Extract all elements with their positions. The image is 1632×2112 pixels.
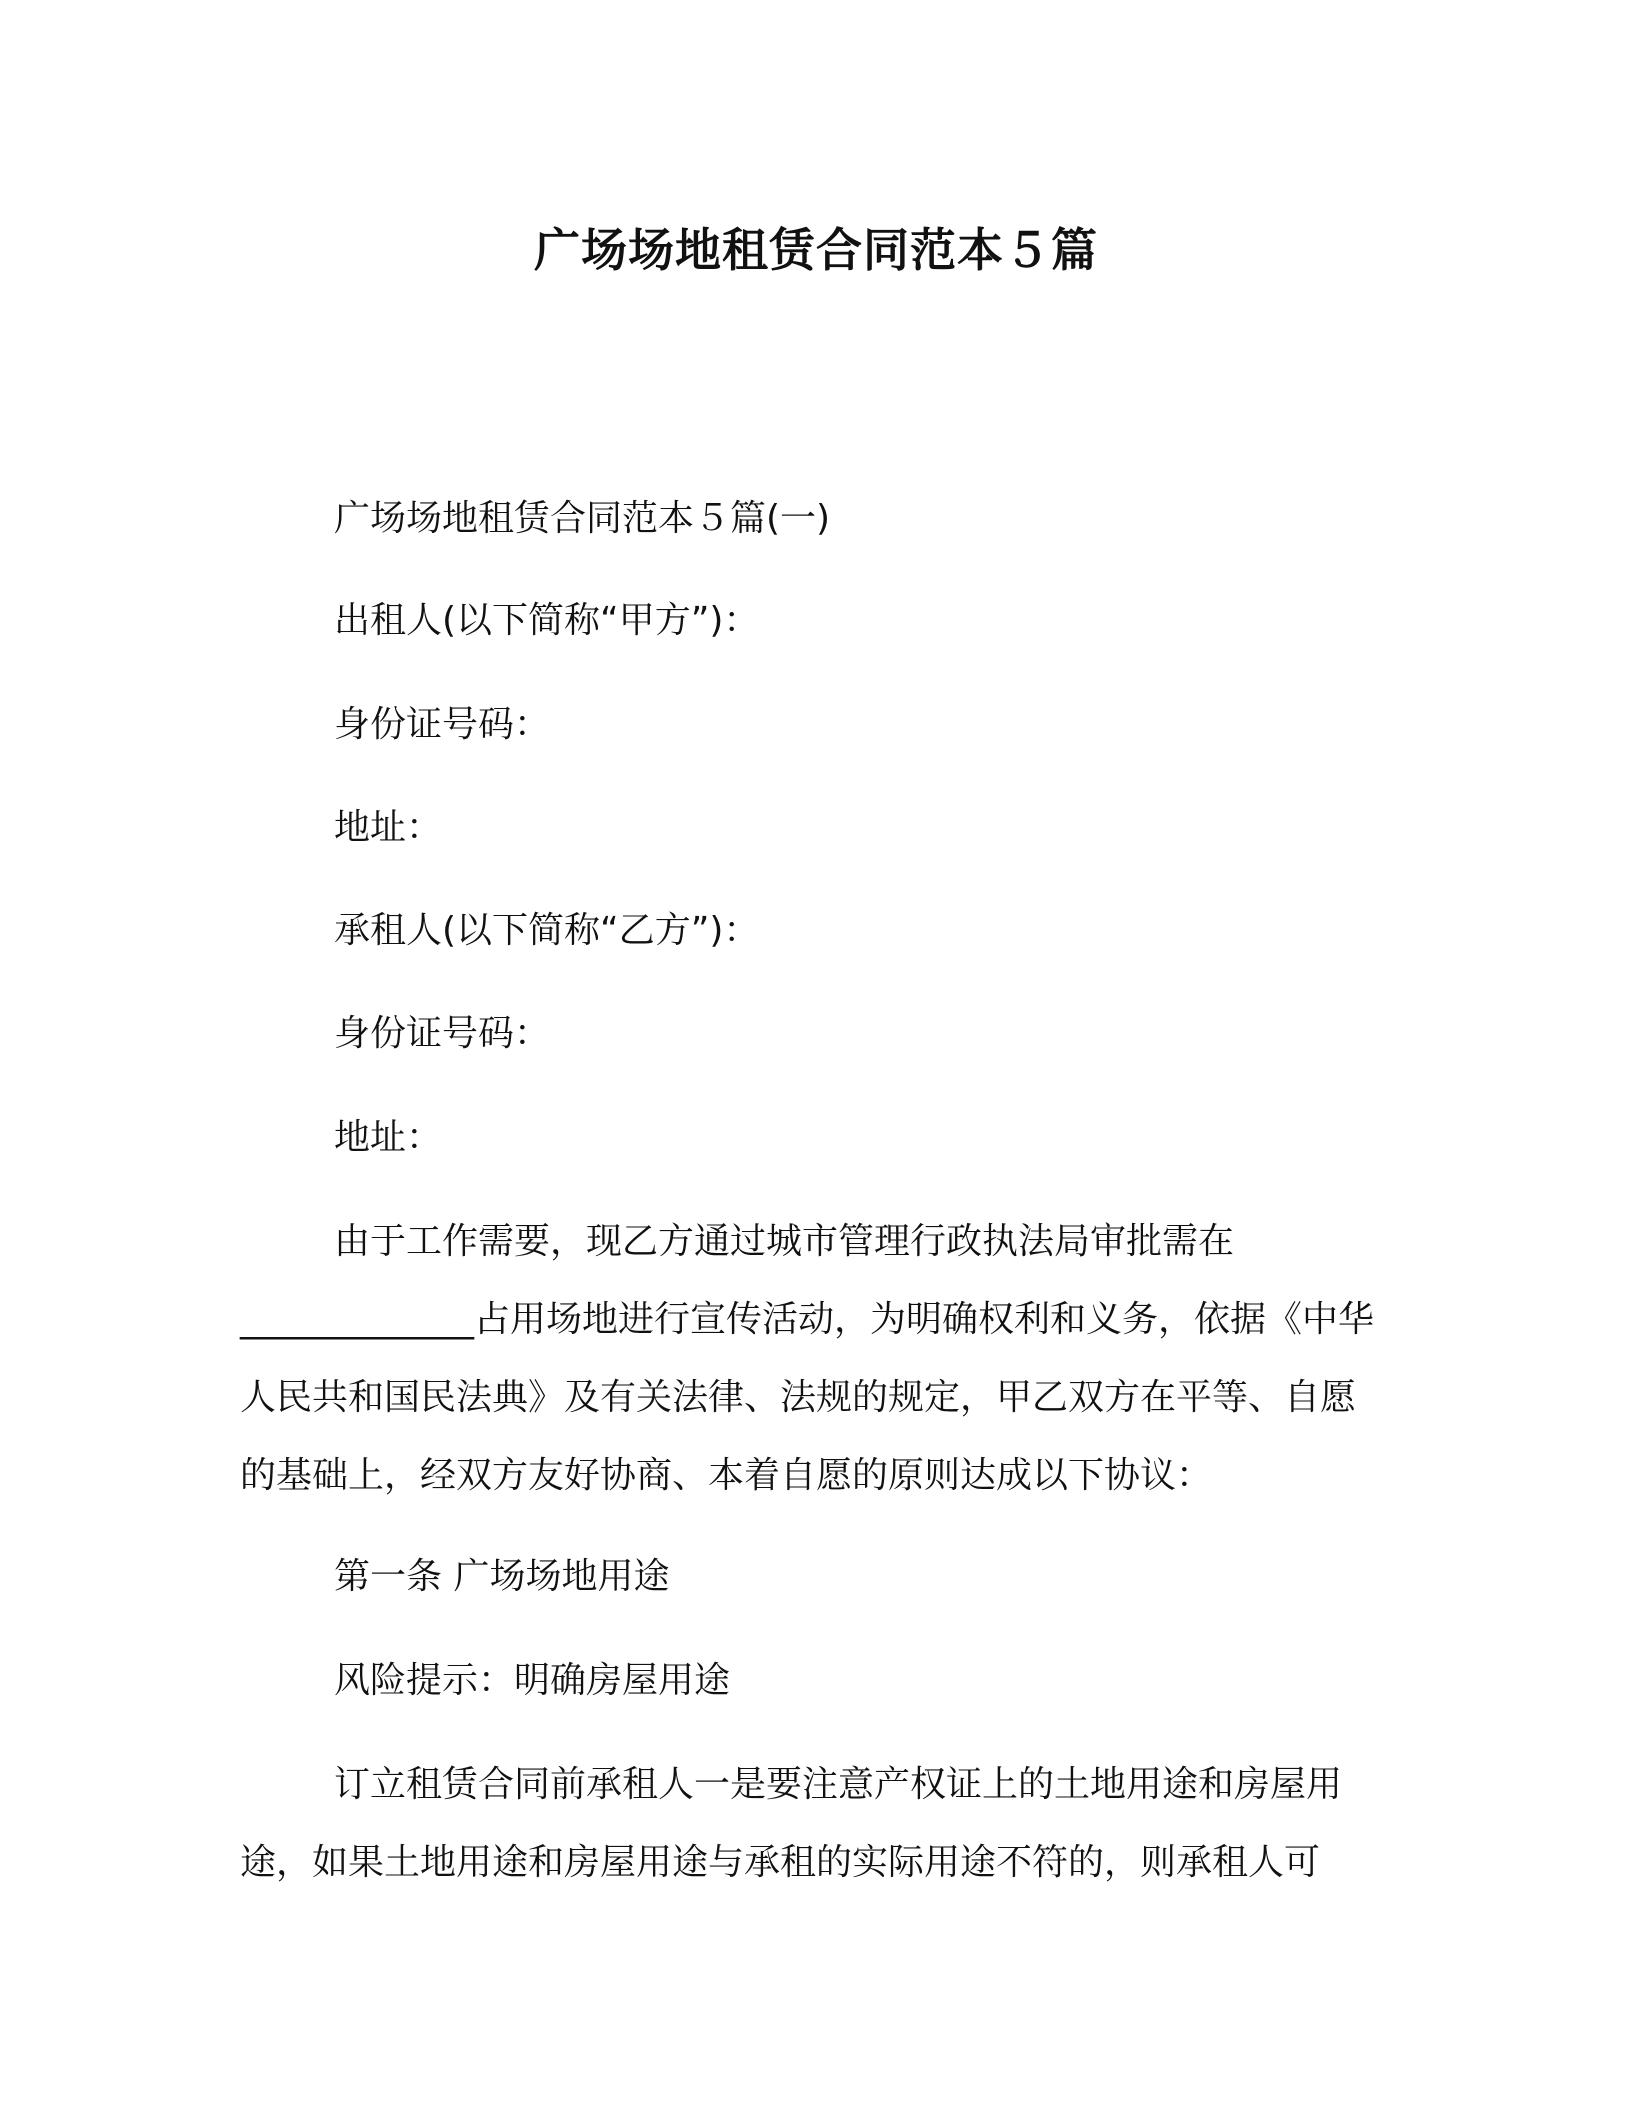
lease-paragraph: 订立租赁合同前承租人一是要注意产权证上的土地用途和房屋用途，如果土地用途和房屋用途与承租的实际用途不符的，则承租人可: [240, 1764, 1343, 1883]
lessor-line: 出租人(以下简称“甲方”)：: [334, 600, 760, 641]
lessee-id-line: 身份证号码：: [334, 1013, 551, 1054]
lessee-address-line: 地址：: [334, 1117, 443, 1158]
document-title: 广场场地租赁合同范本５篇: [534, 223, 1098, 277]
lessee-line: 承租人(以下简称“乙方”)：: [334, 910, 760, 951]
risk-tip: 风险提示：明确房屋用途: [334, 1660, 731, 1701]
intro-paragraph: 由于工作需要，现乙方通过城市管理行政执法局审批需在_____________占用场地进行宣传活动，为明确权利和义务，依据《中华人民共和国民法典》及有关法律、法规的规定，甲乙双方在平等、自愿的基础上，经双方友好协商、本着自愿的原则达成以下协议：: [240, 1221, 1375, 1496]
section-heading: 广场场地租赁合同范本５篇(一): [334, 498, 831, 539]
lessor-id-line: 身份证号码：: [334, 704, 551, 745]
article-1-heading: 第一条 广场场地用途: [334, 1556, 670, 1597]
lessor-address-line: 地址：: [334, 807, 443, 848]
